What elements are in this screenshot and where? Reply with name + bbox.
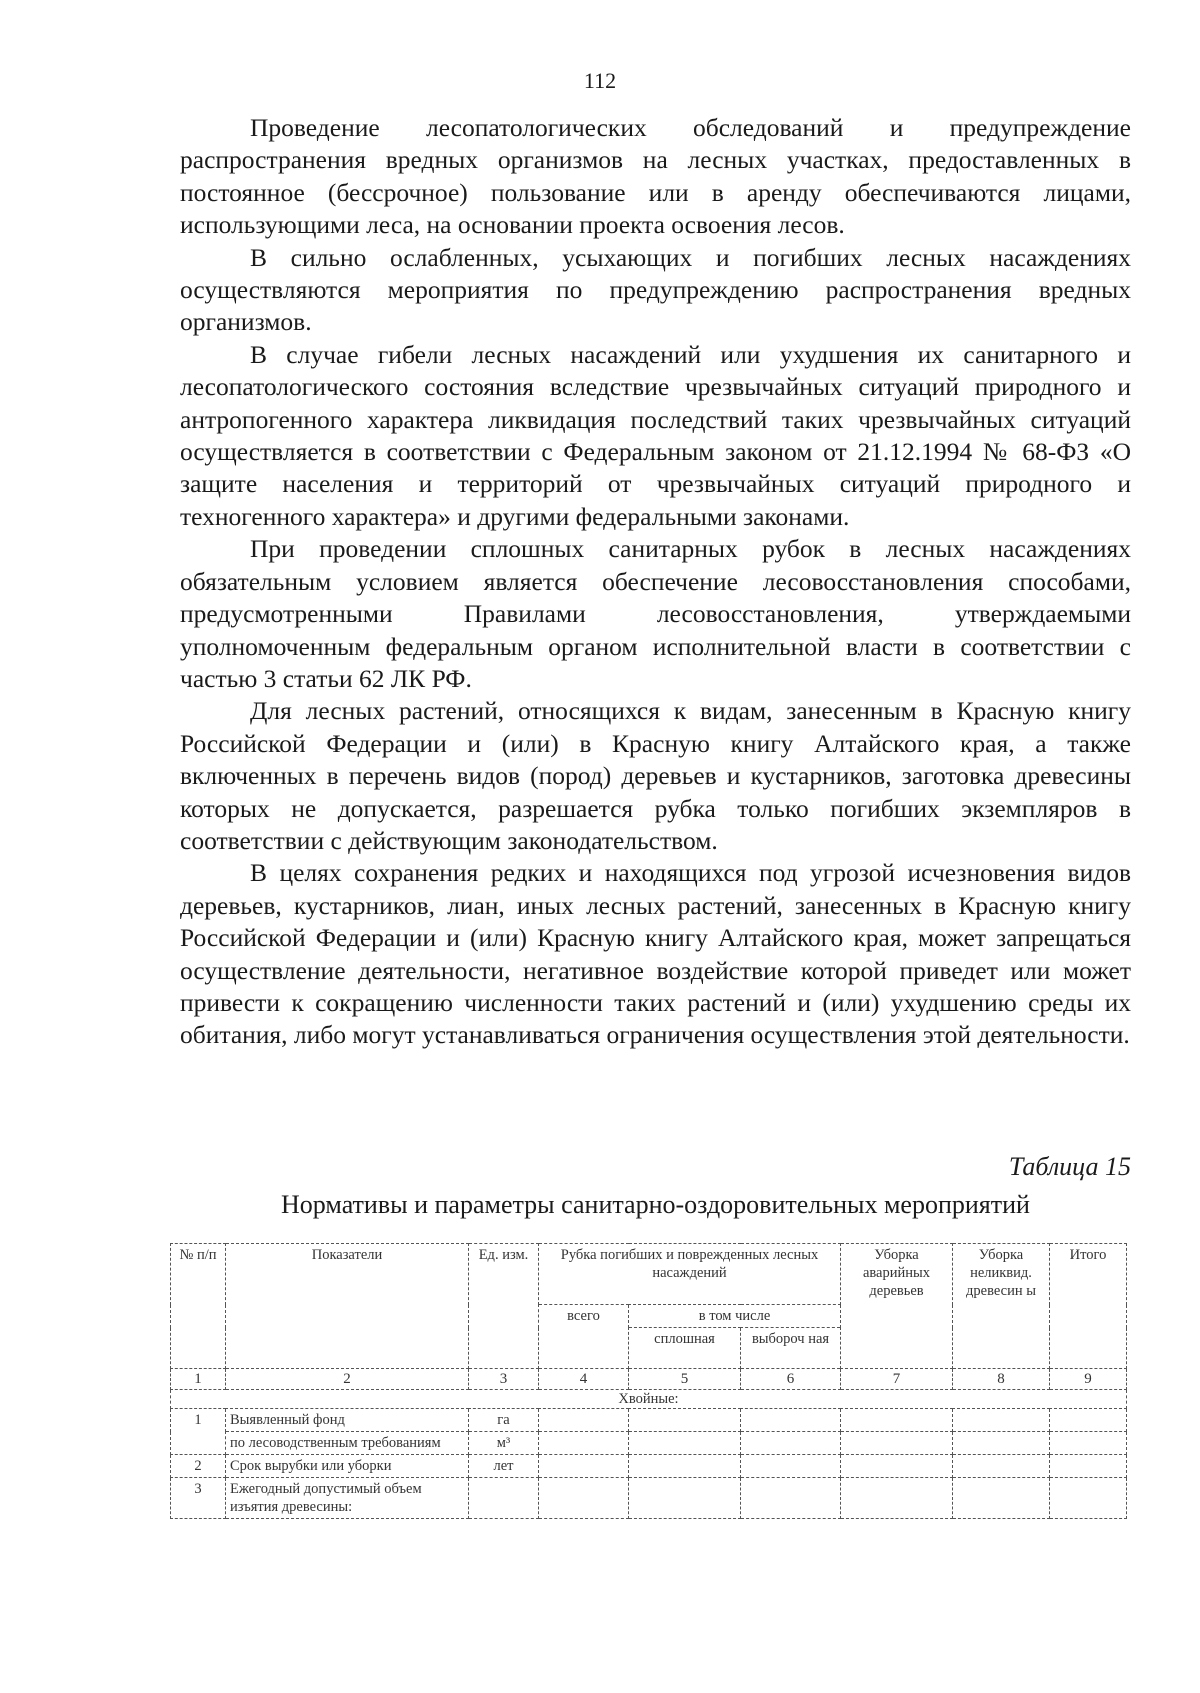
row-unit: га — [469, 1409, 539, 1432]
header-total-felling: всего — [539, 1305, 629, 1369]
table-row — [171, 1432, 1127, 1455]
table-row — [171, 1478, 1127, 1519]
col-number: 5 — [629, 1369, 741, 1390]
header-selective: выбороч ная — [741, 1328, 841, 1369]
paragraph: При проведении сплошных санитарных рубок в лесных насаждениях обязательным условием является обеспечение лесовосстановления способами, предусмотренными Правилами лесовосстановления, утверждаемыми уполномоченным федеральным органом исполнительной власти в соответствии с частью 3 статьи 62 ЛК РФ. — [180, 534, 1131, 693]
paragraph: В случае гибели лесных насаждений или ухудшения их санитарного и лесопатологического состояния вследствие чрезвычайных ситуаций природного и антропогенного характера ликвидация последствий таких чрезвычайных ситуаций осуществляется в соответствии с Федеральным законом от 21.12.1994 № 68-ФЗ «О защите населения и территорий от чрезвычайных ситуаций природного и техногенного характера» и другими федеральными законами. — [180, 339, 1131, 531]
header-indicators: Показатели — [226, 1244, 469, 1369]
col-number: 8 — [953, 1369, 1050, 1390]
paragraph: В целях сохранения редких и находящихся под угрозой исчезновения видов деревьев, кустарников, лиан, иных лесных растений, занесенных в Красную книгу Российской Федерации и (или) Красную книгу Алтайского края, может запрещаться осуществление деятельности, негативное воздействие которой приведет или может привести к сокращению численности таких растений и (или) ухудшению среды их обитания, либо могут устанавливаться ограничения осуществления этой деятельности. — [180, 858, 1131, 1050]
paragraph: Проведение лесопатологических обследований и предупреждение распространения вредных организмов на лесных участках, предоставленных в постоянное (бессрочное) пользование или в аренду обеспечиваются лицами, использующими леса, на основании проекта освоения лесов. — [180, 113, 1131, 240]
header-itogo: Итого — [1050, 1244, 1127, 1369]
table-row — [171, 1409, 1127, 1432]
header-illiquid: Уборка неликвид. древесин ы — [953, 1244, 1050, 1369]
table-row — [171, 1455, 1127, 1478]
row-num: 2 — [171, 1455, 226, 1478]
row-label: Выявленный фонд — [226, 1409, 469, 1432]
row-label: по лесоводственным требованиям — [226, 1432, 469, 1455]
col-number: 2 — [226, 1369, 469, 1390]
col-number: 1 — [171, 1369, 226, 1390]
row-unit: м³ — [469, 1432, 539, 1455]
col-number: 4 — [539, 1369, 629, 1390]
row-label: Срок вырубки или уборки — [226, 1455, 469, 1478]
col-number: 3 — [469, 1369, 539, 1390]
row-num: 3 — [171, 1478, 226, 1519]
body-text — [180, 112, 1131, 1052]
page-number: 112 — [583, 68, 617, 93]
row-unit — [469, 1478, 539, 1519]
header-felling: Рубка погибших и поврежденных лесных насаждений — [539, 1244, 841, 1305]
norms-table — [170, 1243, 1126, 1519]
row-num: 1 — [171, 1409, 226, 1455]
row-unit: лет — [469, 1455, 539, 1478]
col-number: 7 — [841, 1369, 953, 1390]
header-num: № п/п — [171, 1244, 226, 1369]
paragraph: В сильно ослабленных, усыхающих и погибших лесных насаждениях осуществляются мероприятия по предупреждению распространения вредных организмов. — [180, 242, 1131, 337]
table-title: Нормативы и параметры санитарно-оздоровительных мероприятий — [281, 1190, 1030, 1219]
header-emergency: Уборка аварийных деревьев — [841, 1244, 953, 1369]
col-number: 9 — [1050, 1369, 1127, 1390]
col-number: 6 — [741, 1369, 841, 1390]
row-label: Ежегодный допустимый объем изъятия древесины: — [226, 1478, 469, 1519]
header-including: в том числе — [629, 1305, 841, 1328]
table-label: Таблица 15 — [1008, 1152, 1131, 1181]
paragraph: Для лесных растений, относящихся к видам, занесенным в Красную книгу Российской Федерации и (или) в Красную книгу Алтайского края, а также включенных в перечень видов (пород) деревьев и кустарников, заготовка древесины которых не допускается, разрешается рубка только погибших экземпляров в соответствии с действующим законодательством. — [180, 696, 1131, 855]
header-clear: сплошная — [629, 1328, 741, 1369]
header-unit: Ед. изм. — [469, 1244, 539, 1369]
section-header: Хвойные: — [171, 1390, 1127, 1409]
